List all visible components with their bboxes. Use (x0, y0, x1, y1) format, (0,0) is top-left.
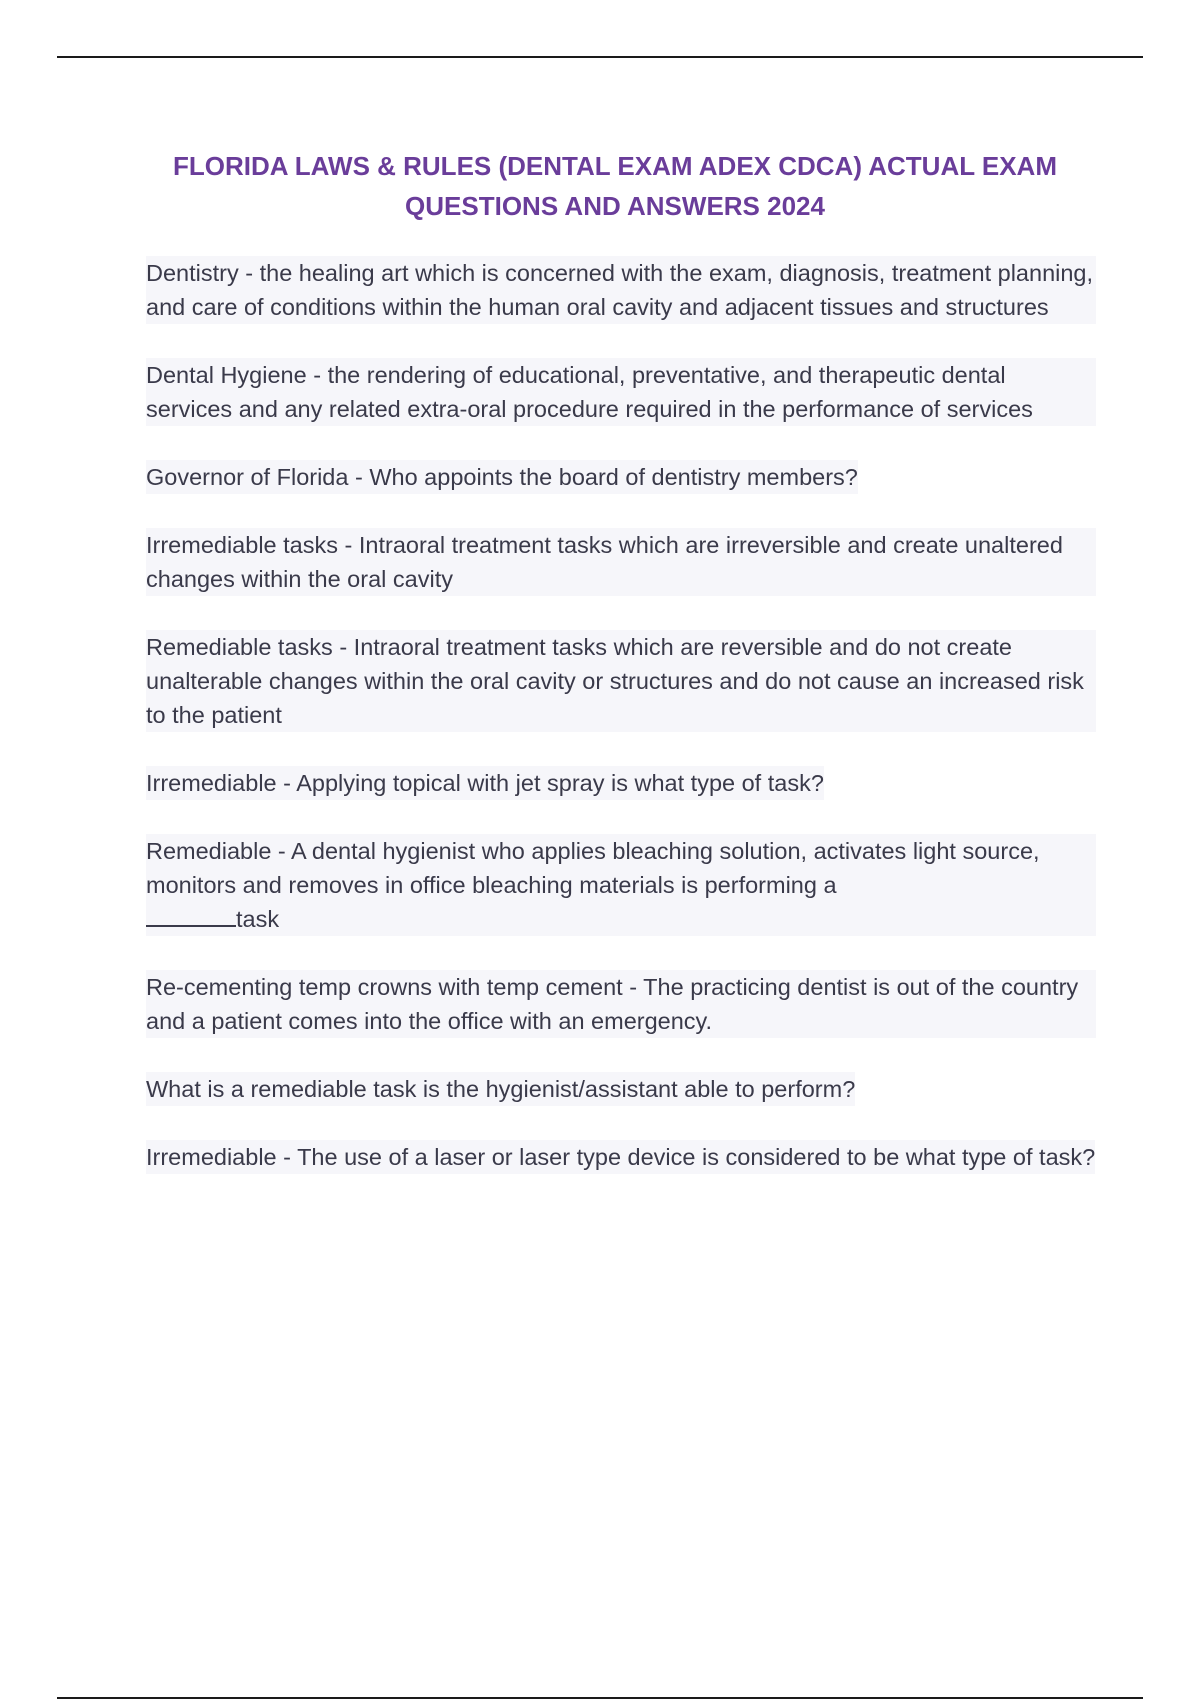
document-title: FLORIDA LAWS & RULES (DENTAL EXAM ADEX CDCA) ACTUAL EXAM QUESTIONS AND ANSWERS 2024 (173, 151, 1057, 221)
qa-entry-jet-spray: Irremediable - Applying topical with jet spray is what type of task? (146, 766, 824, 800)
top-rule (57, 56, 1143, 58)
qa-entry-remediable-tasks: Remediable tasks - Intraoral treatment tasks which are reversible and do not create unalterable changes within the oral cavity or structures and do not cause an increased risk to the patient (146, 630, 1096, 732)
qa-entry-dentistry: Dentistry - the healing art which is concerned with the exam, diagnosis, treatment planning, and care of conditions within the human oral cavity and adjacent tissues and structures (146, 256, 1096, 324)
qa-entry-bleaching (146, 834, 1096, 936)
bottom-rule (57, 1697, 1143, 1699)
qa-entry-irremediable-tasks: Irremediable tasks - Intraoral treatment tasks which are irreversible and create unaltered changes within the oral cavity (146, 528, 1096, 596)
qa-entry-recementing: Re-cementing temp crowns with temp cement - The practicing dentist is out of the country and a patient comes into the office with an emergency. (146, 970, 1096, 1038)
qa-entry-governor: Governor of Florida - Who appoints the board of dentistry members? (146, 460, 858, 494)
qa-entry-bleaching-text: Remediable - A dental hygienist who applies bleaching solution, activates light source, monitors and removes in office bleaching materials is performing a (146, 838, 1040, 898)
qa-entry-laser: Irremediable - The use of a laser or laser type device is considered to be what type of task? (146, 1140, 1095, 1174)
fill-in-blank (146, 903, 236, 927)
qa-entry-remediable-question: What is a remediable task is the hygienist/assistant able to perform? (146, 1072, 855, 1106)
qa-entry-bleaching-suffix: task (236, 906, 280, 932)
qa-entry-dental-hygiene: Dental Hygiene - the rendering of educational, preventative, and therapeutic dental services and any related extra-oral procedure required in the performance of services (146, 358, 1096, 426)
qa-list (146, 256, 1096, 1208)
